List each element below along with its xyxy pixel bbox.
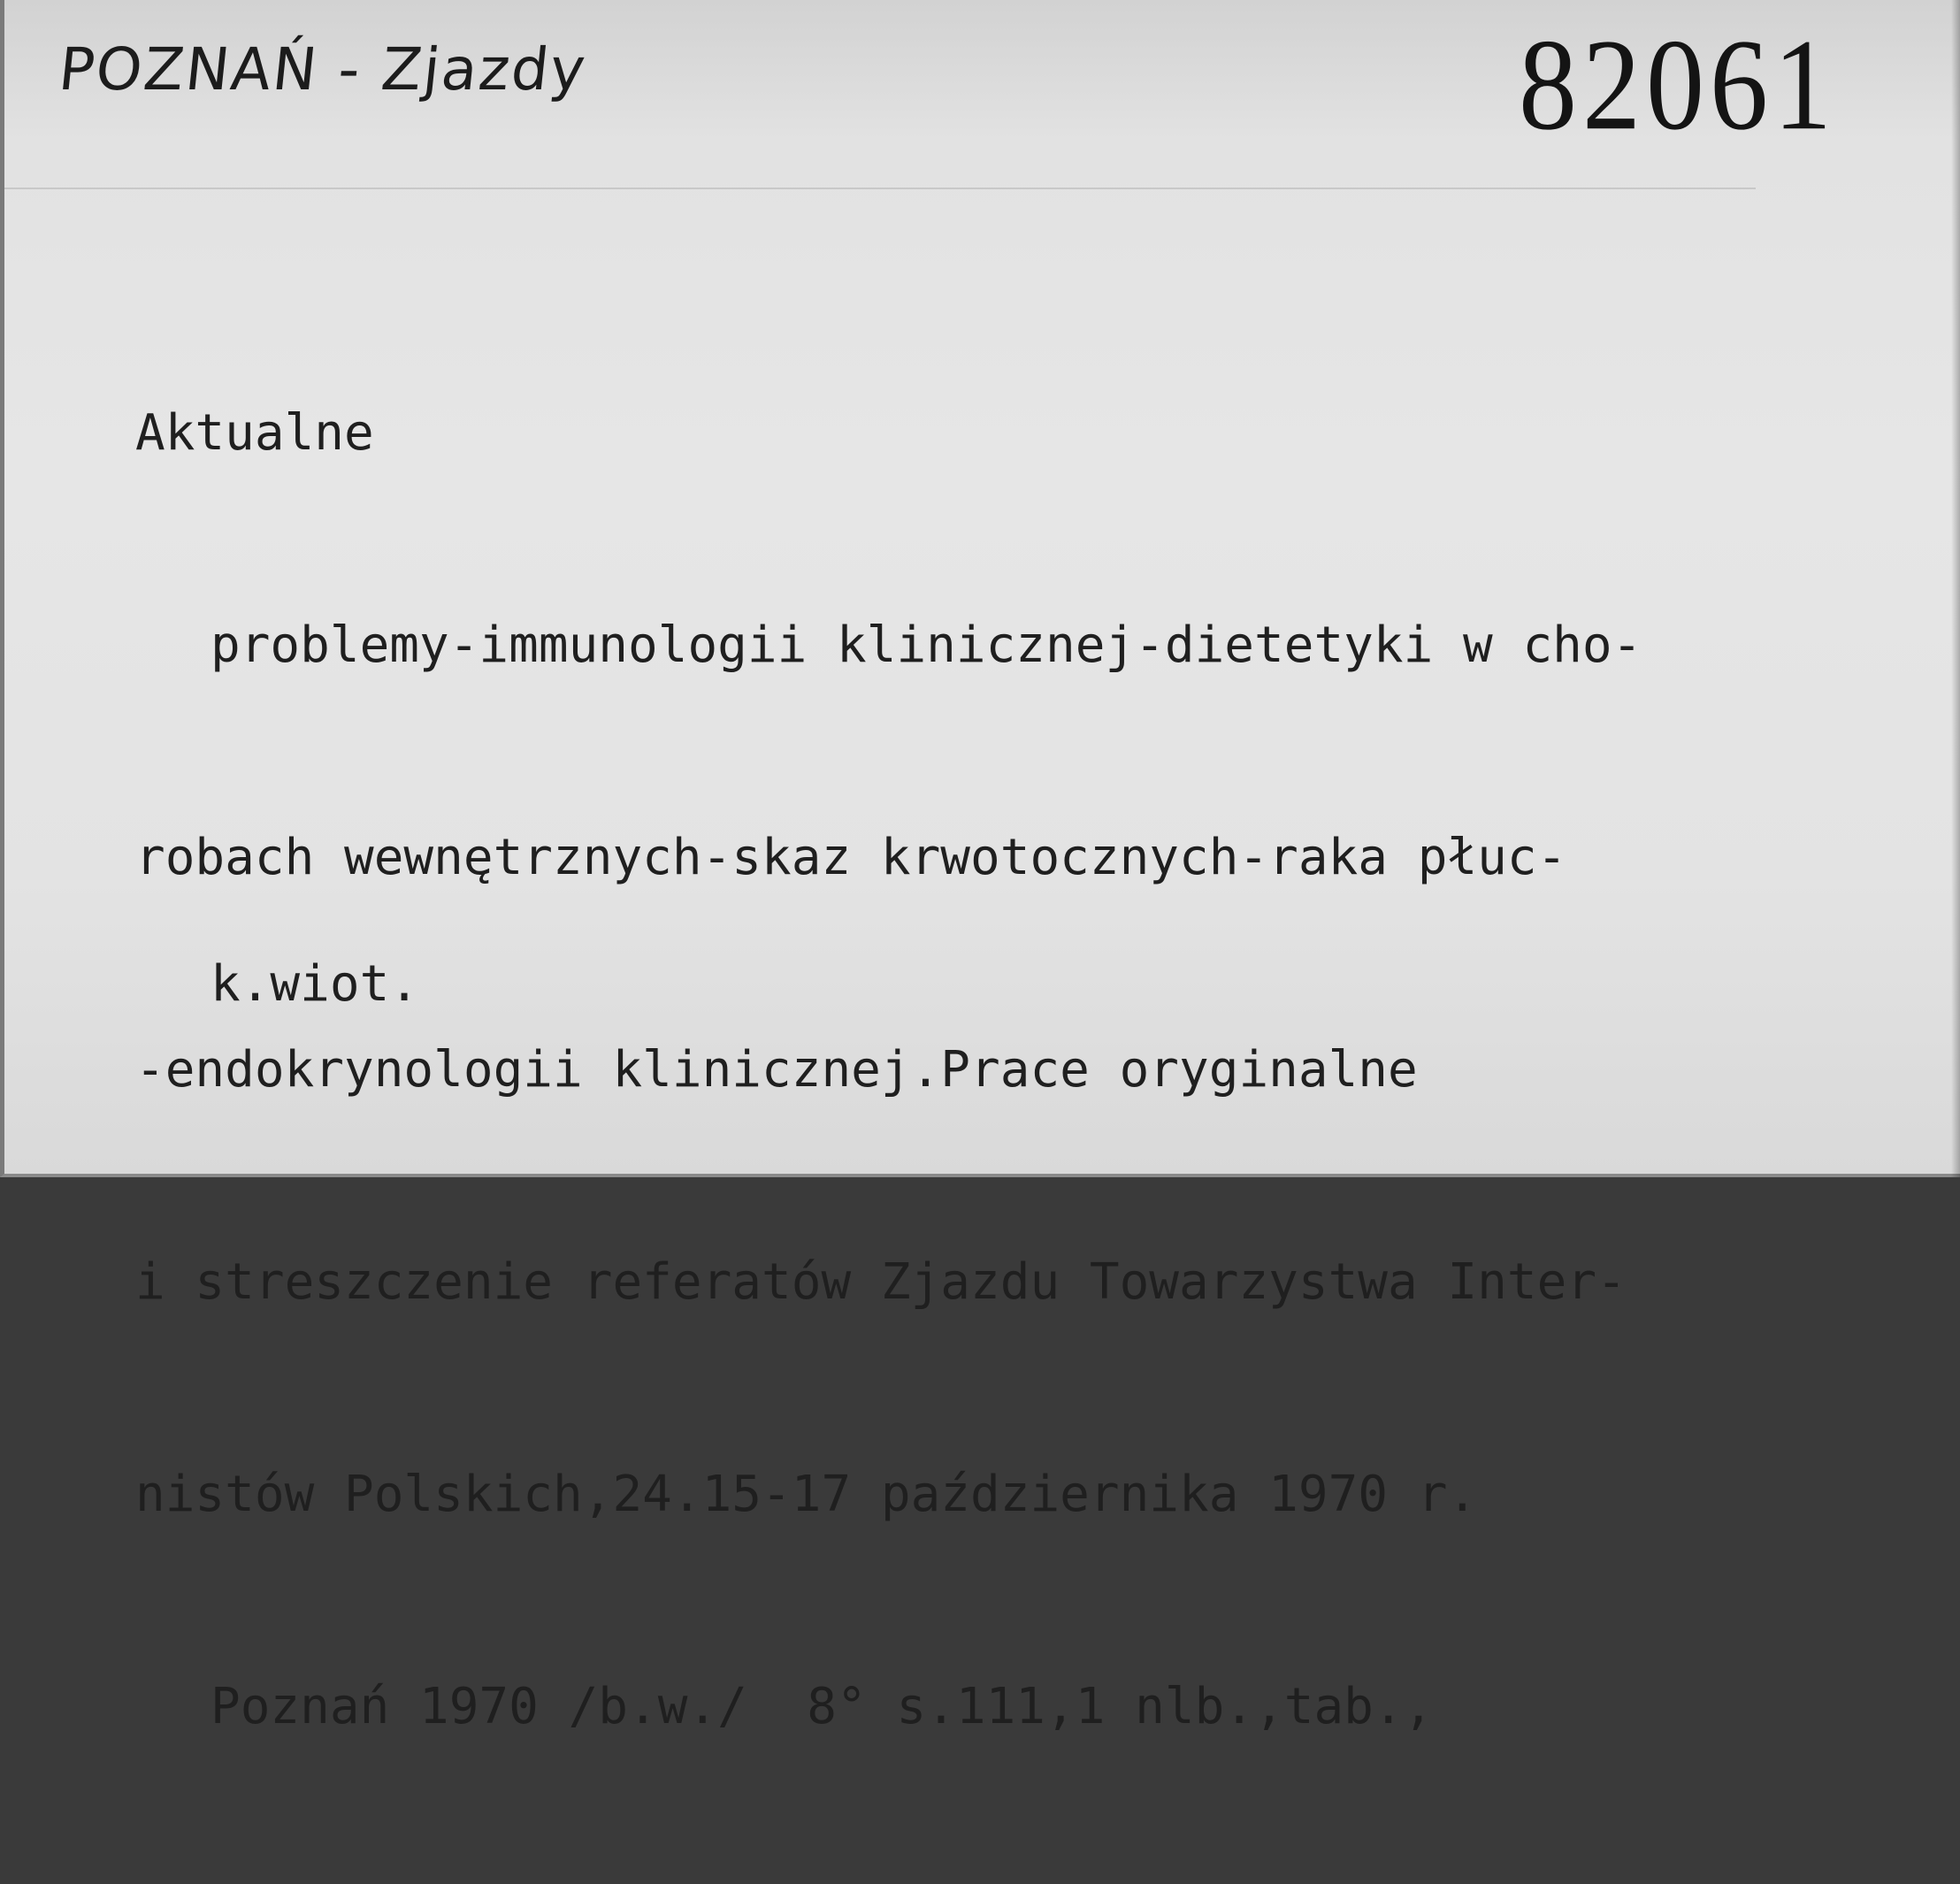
footer-note: k.wiot.: [211, 955, 420, 1013]
card-edge-shadow: [1951, 0, 1960, 1177]
subject-heading: POZNAŃ - Zjazdy: [55, 35, 591, 103]
entry-line: Aktualne: [135, 404, 374, 462]
call-number: 82061: [1519, 11, 1837, 157]
entry-line: nistów Polskich,24.15-17 października 1970 r.: [135, 1466, 1478, 1523]
entry-line: problemy-immunologii klinicznej-dietetyki w cho-: [211, 617, 1642, 674]
entry-line: -endokrynologii klinicznej.Prace oryginalne: [135, 1041, 1418, 1099]
bibliographic-entry: [135, 257, 1642, 1884]
entry-line: robach wewnętrznych-skaz krwotocznych-raka płuc-: [135, 829, 1567, 886]
entry-line: i streszczenie referatów Zjazdu Towarzystwa Inter-: [135, 1253, 1627, 1311]
ruled-line: [4, 188, 1756, 189]
entry-line: Poznań 1970 /b.w./ 8° s.111,1 nlb.,tab.,: [211, 1678, 1434, 1735]
